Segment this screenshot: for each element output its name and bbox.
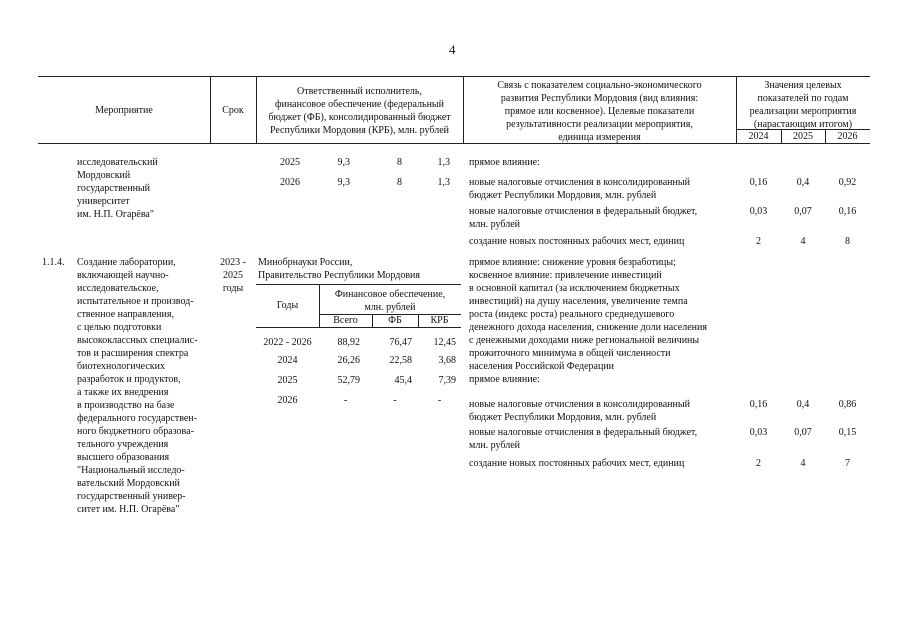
fin-table-top-rule [256, 284, 461, 285]
indicator-value-2024: 2 [756, 236, 761, 247]
indicator-value-2025: 0,4 [796, 177, 810, 188]
header-link: Связь с показателем социально-экономического развития Республики Мордовия (вид влияния: прямое или косвенное). Целевые показатели результативности реализации мероприятия, единица измерения [497, 80, 702, 143]
indicator-text: новые налоговые отчисления в федеральный бюджет, млн. рублей [469, 427, 698, 451]
finance-krb: 7,39 [438, 375, 456, 386]
indicator-value-2026: 0,15 [838, 427, 857, 438]
indicator-text: создание новых постоянных рабочих мест, единиц [469, 458, 685, 469]
indicator-value-2024: 2 [756, 458, 761, 469]
finance-total: 9,3 [337, 177, 350, 188]
fin-col-total: Всего [333, 315, 358, 326]
table-header-bottom-rule [38, 143, 870, 144]
finance-year: 2026 [277, 395, 298, 406]
item-executor: Минобрнауки России, Правительство Республики Мордовия [258, 257, 420, 281]
finance-total: 88,92 [337, 337, 360, 348]
item-influence-text: прямое влияние: снижение уровня безработицы; косвенное влияние: привлечение инвестиций в основной капитал (за исключением бюджетных инвестиций) на душу населения, увеличение темпа роста (индекс роста) реального среднедушевого денежного дохода населения, снижение доли населения с денежными доходами ниже региональной величины прожиточного минимума в общей численности населения Российской Федерации прямое влияние: [469, 257, 707, 385]
indicator-value-2025: 4 [800, 236, 806, 247]
finance-total: 52,79 [337, 375, 360, 386]
header-measure: Мероприятие [95, 105, 153, 116]
indicator-value-2026: 7 [845, 458, 850, 469]
fin-years-header: Годы [276, 300, 299, 311]
indicator-text: новые налоговые отчисления в консолидированный бюджет Республики Мордовия, млн. рублей [469, 177, 690, 201]
indicator-value-2025: 0,07 [794, 427, 812, 438]
indicator-value-2025: 0,4 [796, 399, 810, 410]
finance-year: 2024 [277, 355, 298, 366]
finance-fb: 8 [397, 157, 402, 168]
indicator-text: новые налоговые отчисления в федеральный бюджет, млн. рублей [469, 206, 698, 230]
item-number: 1.1.4. [42, 257, 65, 268]
top-direct-label: прямое влияние: [469, 157, 540, 168]
header-executor: Ответственный исполнитель, финансовое обеспечение (федеральный бюджет (ФБ), консолидированный бюджет Республики Мордовия (КРБ), млн. рублей [268, 86, 451, 136]
finance-krb: - [437, 395, 442, 406]
table-top-rule [38, 76, 870, 77]
finance-fb: 45,4 [394, 375, 412, 386]
indicator-text: создание новых постоянных рабочих мест, единиц [469, 236, 685, 247]
item-term: 2023 - 2025 годы [220, 257, 246, 294]
indicator-value-2026: 0,86 [838, 399, 857, 410]
indicator-value-2026: 8 [845, 236, 850, 247]
fin-table-header-bottom-rule [256, 327, 461, 328]
header-values: Значения целевых показателей по годам реализации мероприятия (нарастающим итогом) [749, 80, 857, 130]
finance-year: 2022 - 2026 [263, 337, 312, 348]
finance-year: 2025 [280, 157, 300, 168]
header-year-2024: 2024 [748, 131, 769, 142]
finance-fb: 8 [397, 177, 402, 188]
indicator-value-2024: 0,03 [749, 427, 768, 438]
finance-fb: - [393, 395, 397, 406]
finance-krb: 12,45 [433, 337, 456, 348]
finance-krb: 1,3 [437, 177, 450, 188]
header-term: Срок [222, 105, 244, 116]
finance-total: - [343, 395, 348, 406]
finance-fb: 22,58 [389, 355, 412, 366]
indicator-value-2024: 0,03 [749, 206, 768, 217]
item-measure-text: Создание лаборатории, включающей научно- исследовательское, испытательное и производ- ственное направления, с целью подготовки высококлассных специалис- тов и расширения спектра биотехнологических разработок и продуктов, а также их внедрения в производство на базе федерального государствен- ного бюджетного образова- тельного учреждения высшего образования "Национальный исследо- вательский Мордовский государственный универ- ситет им. Н.П. Огарёва" [77, 257, 198, 515]
indicator-value-2026: 0,92 [838, 177, 857, 188]
finance-total: 26,26 [337, 355, 360, 366]
fin-group-header: Финансовое обеспечение, млн. рублей [334, 289, 446, 313]
header-year-2026: 2026 [837, 131, 858, 142]
page-number: 4 [449, 42, 456, 57]
indicator-value-2025: 0,07 [794, 206, 812, 217]
indicator-value-2026: 0,16 [838, 206, 857, 217]
finance-year: 2025 [277, 375, 298, 386]
fin-col-krb: КРБ [430, 315, 449, 326]
indicator-value-2024: 0,16 [749, 399, 768, 410]
top-measure-text: исследовательский Мордовский государственный университет им. Н.П. Огарёва" [77, 157, 158, 220]
indicator-text: новые налоговые отчисления в консолидированный бюджет Республики Мордовия, млн. рублей [469, 399, 690, 423]
finance-krb: 3,68 [438, 355, 456, 366]
header-year-2025: 2025 [793, 131, 813, 142]
fin-col-fb: ФБ [388, 315, 402, 326]
finance-fb: 76,47 [389, 337, 412, 348]
indicator-value-2025: 4 [800, 458, 806, 469]
finance-krb: 1,3 [437, 157, 450, 168]
finance-year: 2026 [280, 177, 300, 188]
finance-total: 9,3 [337, 157, 350, 168]
indicator-value-2024: 0,16 [749, 177, 768, 188]
